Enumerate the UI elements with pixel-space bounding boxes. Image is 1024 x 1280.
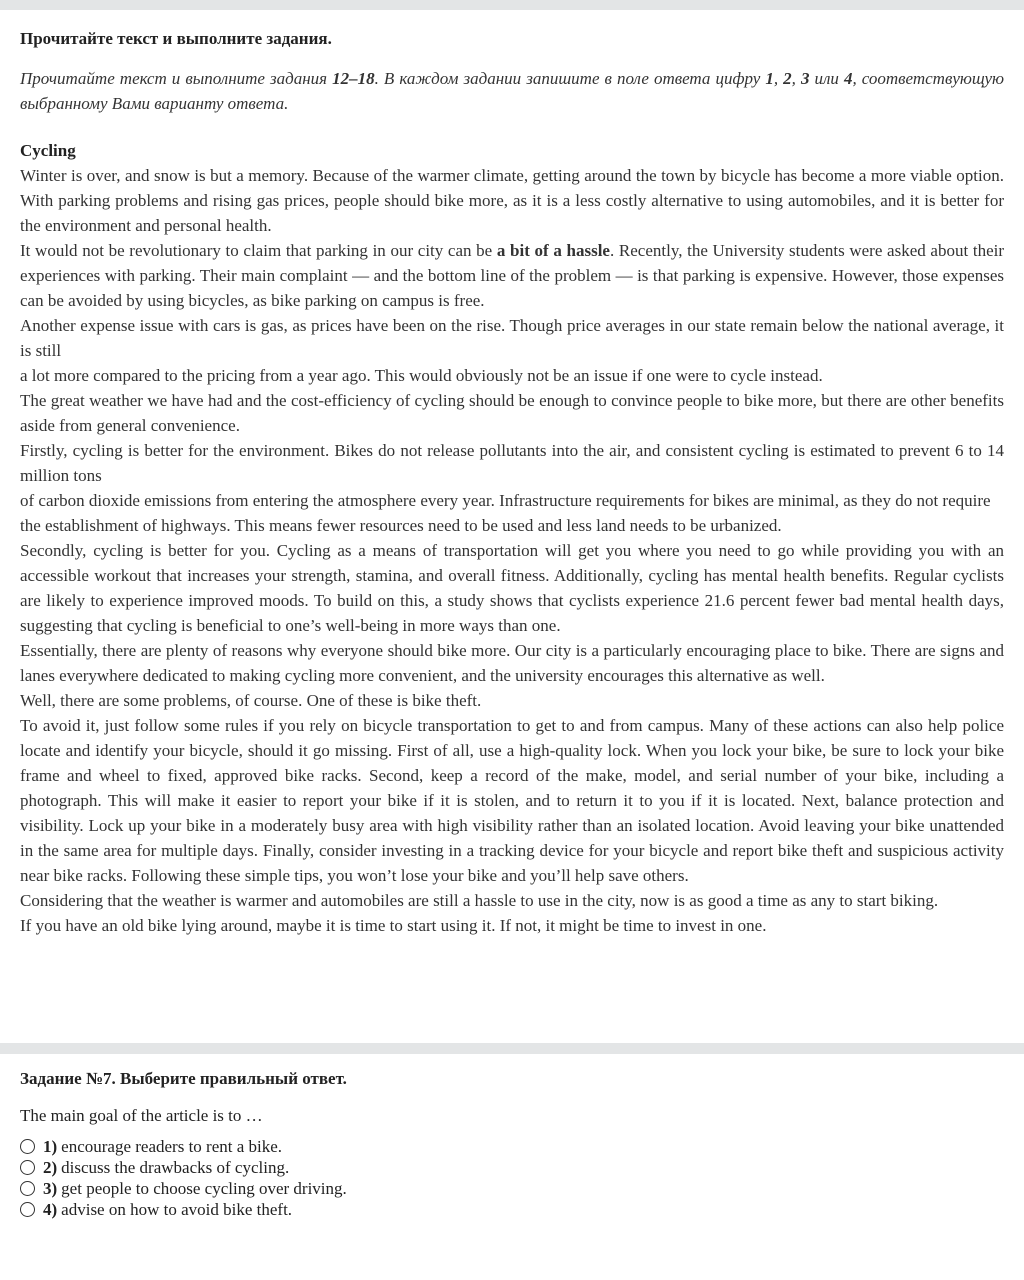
article-paragraph: Firstly, cycling is better for the environment. Bikes do not release pollutants into the air, and consistent cycling is estimated to prevent 6 to 14 million tons: [20, 441, 1004, 485]
article-paragraph: To avoid it, just follow some rules if you rely on bicycle transportation to get to and from campus. Many of these actions can also help police locate and identify your bicycle, should it go missing. First of all, use a high-quality lock. When you lock your bike, be sure to lock your bike frame and wheel to fixed, approved bike racks. Second, keep a record of the make, model, and serial number of your bike, including a photograph. This will make it easier to report your bike if it is stolen, and to return it to you if it is located. Next, balance protection and visibility. Lock up your bike in a moderately busy area with high visibility rather than an isolated location. Avoid leaving your bike unattended in the same area for multiple days. Finally, consider investing in a tracking device for your bicycle and report bike theft and suspicious activity near bike racks. Following these simple tips, you won’t lose your bike and you’ll help save others.: [20, 716, 1004, 885]
article-paragraph: a lot more compared to the pricing from a year ago. This would obviously not be an issue if one were to cycle instead.: [20, 366, 823, 385]
article-paragraph: Secondly, cycling is better for you. Cycling as a means of transportation will get you where you need to go while providing you with an accessible workout that increases your strength, stamina, and overall fitness. Additionally, cycling has mental health benefits. Regular cyclists are likely to experience improved moods. To build on this, a study shows that cyclists experience 21.6 percent fewer bad mental health days, suggesting that cycling is beneficial to one’s well-being in more ways than one.: [20, 541, 1004, 635]
radio-button-icon[interactable]: [20, 1139, 35, 1154]
instruction-part: Прочитайте текст и выполните задания: [20, 69, 333, 88]
article-paragraph: Well, there are some problems, of course. One of these is bike theft.: [20, 691, 482, 710]
question-section: [0, 1054, 1024, 1220]
option-number: 2): [43, 1158, 58, 1177]
reading-section: [0, 10, 1024, 1043]
instruction-digit: 4: [843, 69, 853, 88]
option-text: discuss the drawbacks of cycling.: [61, 1158, 290, 1177]
radio-button-icon[interactable]: [20, 1202, 35, 1217]
question-title: Задание №7. Выберите правильный ответ.: [20, 1069, 347, 1088]
instruction-range: 12–18: [332, 69, 375, 88]
article-paragraph: [20, 238, 1004, 313]
article-paragraph: Winter is over, and snow is but a memory. Because of the warmer climate, getting around the town by bicycle has become a more viable option. With parking problems and rising gas prices, people should bike more, as it is a less costly alternative to using automobiles, and it is better for the environment and personal health.: [20, 166, 1004, 235]
instruction-digit: 1: [765, 69, 774, 88]
article-paragraph: the establishment of highways. This means fewer resources need to be used and less land needs to be urbanized.: [20, 516, 782, 535]
option-number: 1): [43, 1137, 58, 1156]
instruction-part: или: [809, 69, 844, 88]
instruction-digit: 3: [800, 69, 810, 88]
radio-button-icon[interactable]: [20, 1181, 35, 1196]
article-paragraph: The great weather we have had and the cost-efficiency of cycling should be enough to convince people to bike more, but there are other benefits aside from general convenience.: [20, 391, 1004, 435]
instruction-text: [20, 66, 1004, 116]
highlighted-phrase: a bit of a hassle: [496, 241, 610, 260]
answer-option-2[interactable]: [20, 1157, 1004, 1178]
question-prompt: The main goal of the article is to …: [20, 1106, 263, 1125]
instruction-part: , соответствующую выбранному Вами варианту ответа.: [20, 69, 1005, 113]
radio-button-icon[interactable]: [20, 1160, 35, 1175]
section-heading: Прочитайте текст и выполните задания.: [20, 29, 332, 48]
option-text: encourage readers to rent a bike.: [61, 1137, 283, 1156]
article-paragraph: of carbon dioxide emissions from entering the atmosphere every year. Infrastructure requirements for bikes are minimal, as they do not require: [20, 491, 991, 510]
top-divider-band: [0, 0, 1024, 10]
article-title: Cycling: [20, 141, 76, 160]
answer-option-4[interactable]: [20, 1199, 1004, 1220]
article-paragraph: Essentially, there are plenty of reasons why everyone should bike more. Our city is a particularly encouraging place to bike. There are signs and lanes everywhere dedicated to making cycling more convenient, and the university encourages this alternative as well.: [20, 641, 1004, 685]
option-text: get people to choose cycling over driving.: [61, 1179, 347, 1198]
article-paragraph: If you have an old bike lying around, maybe it is time to start using it. If not, it might be time to invest in one.: [20, 916, 767, 935]
section-divider-band: [0, 1043, 1024, 1054]
paragraph-text: . Recently, the University students were asked about their experiences with parking. Their main complaint — and the bottom line of the problem — is that parking is expensive. However, those expenses can be avoided by using bicycles, as bike parking on campus is free.: [20, 241, 1004, 310]
paragraph-text: It would not be revolutionary to claim that parking in our city can be: [20, 241, 497, 260]
option-number: 3): [43, 1179, 58, 1198]
option-text: advise on how to avoid bike theft.: [61, 1200, 293, 1219]
answer-option-1[interactable]: [20, 1136, 1004, 1157]
article-paragraph: Considering that the weather is warmer and automobiles are still a hassle to use in the city, now is as good a time as any to start biking.: [20, 891, 939, 910]
instruction-part: . В каждом задании запишите в поле ответа цифру: [374, 69, 766, 88]
instruction-digit: 2: [783, 69, 792, 88]
option-number: 4): [43, 1200, 58, 1219]
instruction-part: ,: [773, 69, 784, 88]
answer-option-3[interactable]: [20, 1178, 1004, 1199]
article-paragraph: Another expense issue with cars is gas, as prices have been on the rise. Though price averages in our state remain below the national average, it is still: [20, 316, 1004, 360]
instruction-part: ,: [791, 69, 801, 88]
